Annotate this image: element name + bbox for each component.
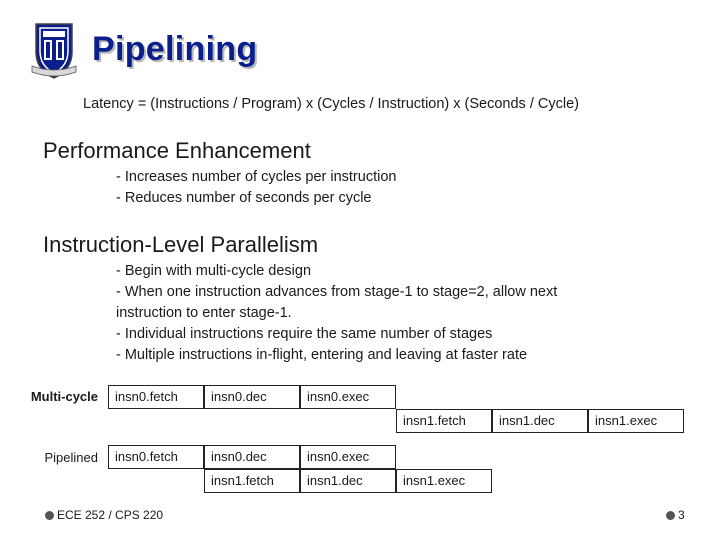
section-heading-ilp: Instruction-Level Parallelism: [43, 232, 319, 257]
multicycle-cell: insn1.dec: [492, 409, 588, 433]
bullet-item: instruction to enter stage-1.: [116, 305, 292, 321]
bullet-list-performance: [116, 167, 396, 209]
multicycle-label: Multi-cycle: [30, 389, 98, 404]
multicycle-cell: insn0.exec: [300, 385, 396, 409]
slide-title: Pipelining: [92, 30, 258, 68]
pipelined-cell: insn0.exec: [300, 445, 396, 469]
bullet-item: - Begin with multi-cycle design: [116, 263, 312, 279]
university-shield-icon: [30, 22, 78, 80]
latency-formula: Latency = (Instructions / Program) x (Cycles / Instruction) x (Seconds / Cycle): [83, 96, 579, 112]
bullet-list-ilp: [116, 261, 557, 366]
pipelined-cell: insn0.dec: [204, 445, 300, 469]
bullet-item: - When one instruction advances from stage-1 to stage=2, allow next: [116, 284, 558, 300]
page-number: 3: [678, 508, 685, 522]
multicycle-cell: insn0.dec: [204, 385, 300, 409]
pipelined-cell: insn1.dec: [300, 469, 396, 493]
pipelined-cell: insn1.fetch: [204, 469, 300, 493]
bullet-item: - Reduces number of seconds per cycle: [116, 190, 372, 206]
footer-course: [45, 508, 163, 522]
footer-page: [666, 508, 685, 522]
pipelined-cell: insn0.fetch: [108, 445, 204, 469]
circle-bullet-icon: [45, 511, 54, 520]
circle-bullet-icon: [666, 511, 675, 520]
bullet-item: - Multiple instructions in-flight, entering and leaving at faster rate: [116, 347, 528, 363]
multicycle-cell: insn1.fetch: [396, 409, 492, 433]
pipelined-cell: insn1.exec: [396, 469, 492, 493]
course-label: ECE 252 / CPS 220: [57, 508, 164, 522]
section-heading-performance: Performance Enhancement: [43, 138, 311, 163]
multicycle-cell: insn0.fetch: [108, 385, 204, 409]
bullet-item: - Individual instructions require the same number of stages: [116, 326, 493, 342]
pipelined-label: Pipelined: [44, 450, 98, 465]
multicycle-cell: insn1.exec: [588, 409, 684, 433]
bullet-item: - Increases number of cycles per instruction: [116, 169, 397, 185]
